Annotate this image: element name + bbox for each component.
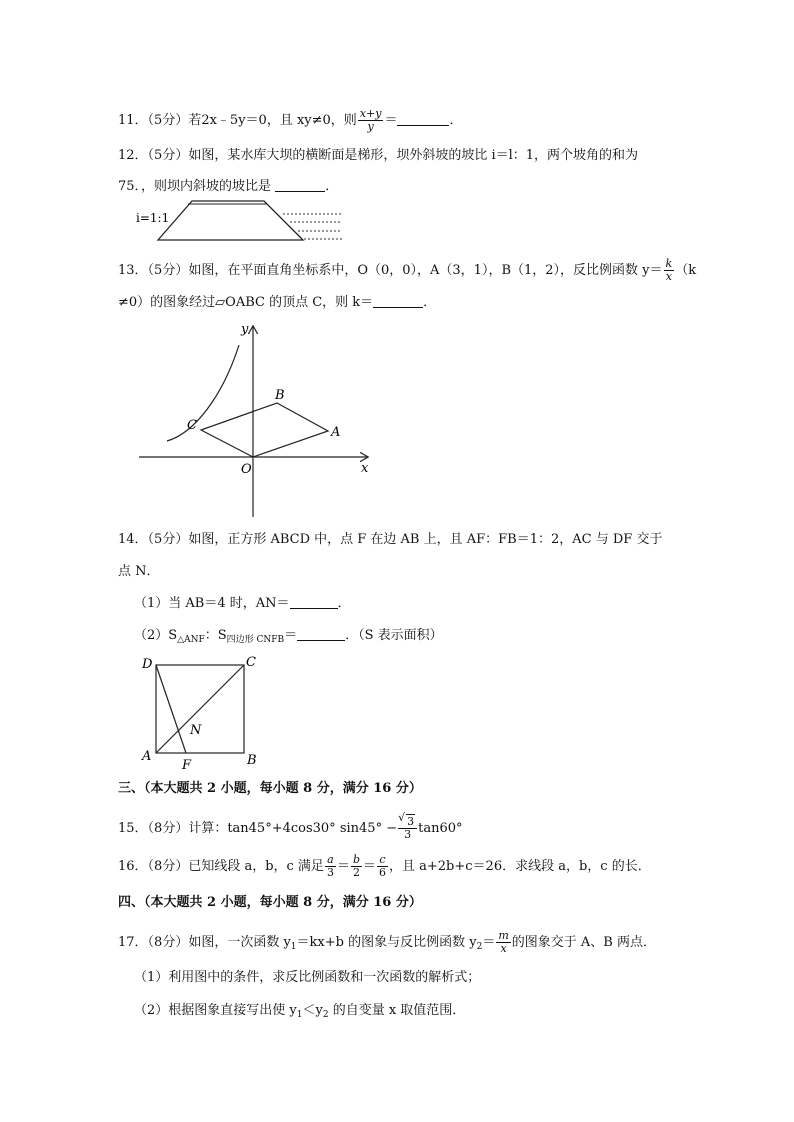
- question-14-part2: $(2)S_{\triangle ANF}$：$S_{四边形 CNFB}=$ ．（S 表示面积）: [134, 628, 443, 645]
- q15-fraction: √ $\frac{3}{3}$: [398, 816, 417, 841]
- square-figure: [138, 652, 268, 770]
- point-a-label: A: [142, 749, 152, 764]
- point-a-label: A: [331, 425, 341, 440]
- inverse-function-curve: [167, 345, 239, 441]
- point-d-label: D: [142, 657, 153, 672]
- question-12-line2: 75．，则坝内斜坡的坡比是 ．: [118, 179, 339, 194]
- question-14-part1: （1）当 AB＝4 时，AN＝ ．: [134, 596, 351, 611]
- coordinate-figure: [135, 315, 375, 520]
- y-axis-label: y: [241, 322, 249, 337]
- point-c-label: C: [246, 655, 256, 670]
- point-b-label: B: [247, 753, 257, 768]
- point-n-label: N: [190, 723, 202, 738]
- question-17: 17．（8分）如图，一次函数 $y_1=kx+b$ 的图象与反比例函数 $y_2=$ $\frac{m}{x}$ 的图象交于 A、B 两点．: [118, 929, 656, 955]
- question-14-line1: 14．（5分）如图，正方形 ABCD 中，点 F 在边 AB 上，且 AF：FB＝1：2，AC 与 DF 交于: [118, 532, 663, 547]
- answer-blank: [275, 177, 325, 192]
- point-f-label: F: [182, 758, 192, 770]
- point-c-label: C: [187, 418, 197, 433]
- origin-label: O: [241, 462, 252, 477]
- question-13-line2: ≠0）的图象经过▱OABC 的顶点 C，则 k＝ ．: [118, 295, 437, 310]
- q11-number: 11．（5分）若: [118, 113, 202, 128]
- answer-blank: [373, 293, 423, 308]
- question-16: 16．（8分）已知线段 a，b，c 满足 $\frac{a}{3}$ ＝ $\frac{b}{2}$ ＝ $\frac{c}{6}$ ，且 a+2b+c＝26．求线段 a，b，c 的长．: [118, 853, 651, 879]
- section-4-heading: 四、（本大题共 2 小题，每小题 8 分，满分 16 分）: [118, 895, 422, 910]
- answer-blank: [290, 594, 338, 609]
- answer-blank: [297, 626, 345, 641]
- dam-trapezoid: [158, 201, 303, 240]
- section-3-heading: 三、（本大题共 2 小题，每小题 8 分，满分 16 分）: [118, 781, 422, 796]
- slope-ratio-label: i=1:1: [136, 211, 170, 225]
- question-14-line2: 点 N．: [118, 564, 160, 579]
- question-12-line1: 12．（5分）如图，某水库大坝的横断面是梯形，坝外斜坡的坡比 i＝l：1，两个坡角的和为: [118, 148, 639, 163]
- parallelogram-oabc: [201, 403, 328, 457]
- answer-blank: [397, 111, 449, 126]
- diagonal-ac: [156, 665, 244, 753]
- point-b-label: B: [275, 388, 285, 403]
- question-11: 11．（5分）若2x﹣5y＝0，且 xy≠0，则 $\frac{x+y}{y}$ ＝ ．: [118, 107, 463, 133]
- x-axis-label: x: [361, 461, 369, 476]
- question-17-part2: （2）根据图象直接写出使 $y_1<y_2$ 的自变量 x 取值范围．: [134, 1003, 466, 1020]
- segment-df: [156, 665, 186, 753]
- question-13-line1: 13．（5分）如图，在平面直角坐标系中，O（0，0），A（3，1），B（1，2），反比例函数 y＝ $\frac{k}{x}$ （k: [118, 257, 697, 283]
- q11-fraction: $\frac{x+y}{y}$: [359, 107, 382, 133]
- q11-condition: 2x﹣5y＝0，且 xy≠0，则: [201, 113, 357, 128]
- question-15: 15．（8分）计算：tan45°+4cos30° sin45° − √ $\frac{3}{3}$ tan60°: [118, 816, 462, 841]
- dam-trapezoid-figure: [130, 195, 350, 245]
- q13-fraction: $\frac{k}{x}$: [665, 257, 673, 283]
- question-17-part1: （1）利用图中的条件，求反比例函数和一次函数的解析式；: [134, 970, 481, 985]
